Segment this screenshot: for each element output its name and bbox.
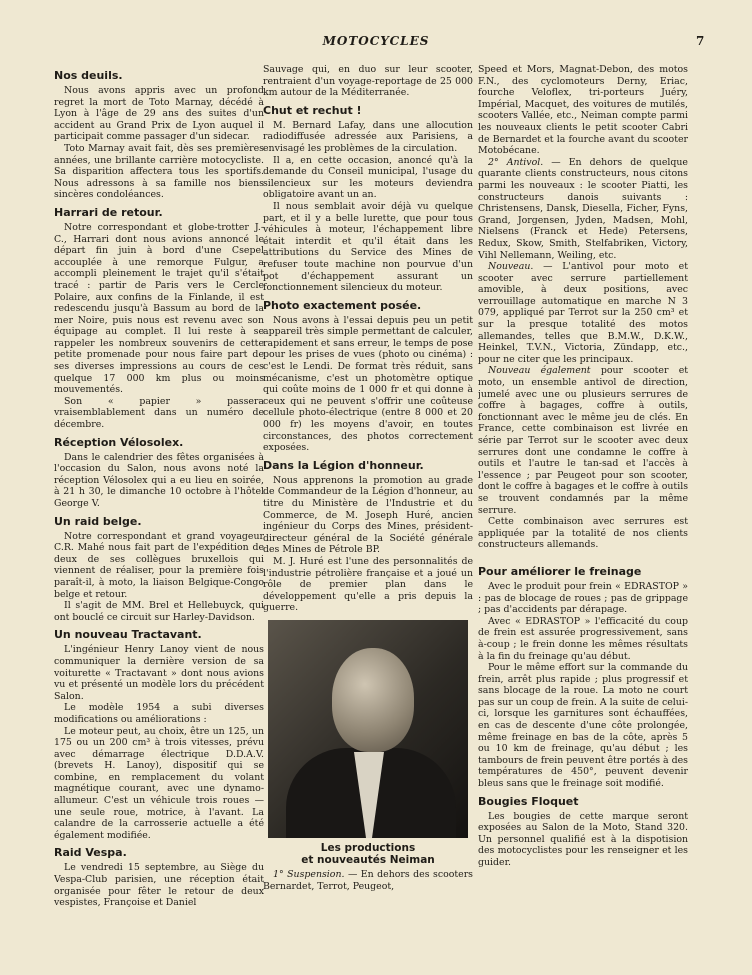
section-title-photo: Photo exactement posée.: [263, 298, 422, 312]
paragraph: Dans le calendrier des fêtes organisées à l'occasion du Salon, nous avons noté la réception Vélosolex qui a eu lieu en soirée, à 21 h 30, le dimanche 10 octobre à l'hôtel George V.: [54, 451, 264, 509]
portrait-head: [332, 648, 414, 752]
paragraph: Il a, en cette occasion, anoncé qu'à la demande du Conseil municipal, l'usage du silencieux sur les moteurs deviendra obligatoire avant un an.: [263, 154, 473, 201]
item-label: 1° Suspension.: [273, 868, 345, 880]
item-label: 2° Antivol.: [488, 156, 544, 168]
paragraph: Notre correspondant et globe-trotter J.-C., Harrari dont nous avions annoncé le départ fin juin à bord d'une Csepel accouplée à une remorque Fulgur, a accompli pleinement le trajet qu'il s'était tracé : partir de Paris vers le Cercle Polaire, aux confins de la Finlande, il est redescendu jusqu'à Bassum au bord de la mer Noire, puis nous est revenu avec son équipage au complet. Il lui reste à se rappeler les nombreux souvenirs de cette petite promenade pour nous faire part de ses diverses impressions au cours de ces quelque 17 000 km plus ou moins mouvementés.: [54, 221, 264, 396]
column-left: [54, 64, 264, 959]
paragraph: M. J. Huré est l'une des personnalités de l'industrie pétrolière française et a joué un rôle de premier plan dans le développement qu'elle a pris depuis la guerre.: [263, 555, 473, 614]
column-right: [478, 64, 688, 959]
paragraph: Sauvage qui, en duo sur leur scooter, rentraient d'un voyage-reportage de 25 000 km autour de la Méditerranée.: [263, 64, 473, 99]
portrait-photo: [268, 620, 468, 838]
column-middle: [263, 64, 473, 959]
paragraph: Nous avons à l'essai depuis peu un petit appareil très simple permettant de calculer, rapidement et sans erreur, le temps de pose pour les prises de vues (photo ou cinéma) : c'est le Lendi. De format très réduit, sans mécanisme, c'est un photomètre optique qui coûte moins de 1 000 fr et qui donne à ceux qui ne peuvent s'offrir une coûteuse cellule photo-électrique (entre 8 000 et 20 000 fr) les moyens d'avoir, en toutes circonstances, des photos correctement exposées.: [263, 314, 473, 454]
item-label: Nouveau.: [488, 261, 534, 273]
paragraph: Nous apprenons la promotion au grade de Commandeur de la Légion d'honneur, au titre du Ministère de l'Industrie et du Commerce, de M. Joseph Huré, ancien ingénieur du Corps des Mines, président-directeur général de la Société générale des Mines de Pétrole BP.: [263, 474, 473, 556]
paragraph: Il nous semblait avoir déjà vu quelque part, et il y a belle lurette, que pour tous véhicules à moteur, l'échappement libre était interdit et qu'il était dans les attributions du Service des Mines de refuser toute machine non pourvue d'un pot d'échappement assurant un fonctionnement silencieux du moteur.: [263, 200, 473, 294]
paragraph: Avec le produit pour frein « EDRASTOP » : pas de blocage de roues ; pas de grippage ; pas d'accidents par dérapage.: [478, 580, 688, 616]
item-text: — En dehors des scooters Bernardet, Terrot, Peugeot,: [263, 868, 473, 892]
paragraph: [478, 365, 688, 516]
section-title-velosolex: Réception Vélosolex.: [54, 435, 184, 449]
paragraph: Il s'agit de MM. Brel et Hellebuyck, qui ont bouclé ce circuit sur Harley-Davidson.: [54, 600, 264, 623]
paragraph: Pour le même effort sur la commande du frein, arrêt plus rapide ; plus progressif et sans blocage de la roue. La moto ne court pas sur un coup de frein. A la suite de celui-ci, lorsque les garnitures sont échauffées, en cas de descente d'une côte prolongée, même freinage en bas de la côte, après 5 ou 10 km de freinage, qu'au début ; les tambours de frein peuvent être portés à des températures de 450°, peuvent devenir bleus sans que le freinage soit modifié.: [478, 662, 688, 790]
paragraph: Notre correspondant et grand voyageur C.R. Mahé nous fait part de l'expédition de deux de ses collègues bruxellois qui viennent de réaliser, pour la première fois paraît-il, à moto, la liaison Belgique-Congo belge et retour.: [54, 530, 264, 600]
section-title-bougies: Bougies Floquet: [478, 794, 579, 808]
paragraph: Avec « EDRASTOP » l'efficacité du coup de frein est assurée progressivement, sans à-coup ; le frein donne les mêmes résultats à la fin du freinage qu'au début.: [478, 615, 688, 662]
paragraph: Cette combinaison avec serrures est appliquée par la totalité de nos clients constructeurs allemands.: [478, 516, 688, 551]
section-title-freinage: Pour améliorer le freinage: [478, 564, 642, 578]
section-title-legion: Dans la Légion d'honneur.: [263, 458, 424, 472]
item-text: pour scooter et moto, un ensemble antivol de direction, jumelé avec une ou plusieurs serrures de coffre à bagages, coffre à outils, fonctionnant avec le même jeu de clés. En France, cette combinaison est livrée en série par Terrot sur le scooter avec deux serrures dont une condamne le coffre à outils et l'autre le tan-sad et l'accès à l'essence ; par Peugeot pour son scooter, dont le coffre à bagages et le coffre à outils se trouvent condamnés par la même serrure.: [478, 365, 688, 516]
section-title-nos-deuils: Nos deuils.: [54, 69, 123, 82]
caption-line: et nouveautés Neiman: [301, 853, 435, 866]
page-number: 7: [696, 34, 705, 48]
paragraph: [478, 157, 688, 261]
paragraph: Le modèle 1954 a subi diverses modifications ou améliorations :: [54, 702, 264, 725]
paragraph: Toto Marnay avait fait, dès ses premières années, une brillante carrière motocycliste. Sa disparition affectera tous les sportifs. Nous adressons à sa famille nos biens sincères condoléances.: [54, 142, 264, 201]
paragraph: [478, 261, 688, 365]
paragraph: Le vendredi 15 septembre, au Siège du Vespa-Club parisien, une réception était organisée pour fêter le retour de deux vespistes, Françoise et Daniel: [54, 862, 264, 909]
paragraph: Nous avons appris avec un profond regret la mort de Toto Marnay, décédé à Lyon à l'âge de 29 ans des suites d'un accident au Grand Prix de Lyon auquel il participait comme passager d'un sidecar.: [54, 85, 264, 143]
item-text: — En dehors de quelque quarante clients constructeurs, nous citons parmi les nouveaux : le scooter Piatti, les constructeurs danois suivants : Christensens, Dansk, Diesella, Ficher, Fyns, Grand, Jorgensen, Jyden, Madsen, Mohl, Nielsens (Franck et Hede) Petersens, Redux, Skow, Smith, Stelfabriken, Victory, Vihl Nellemann, Weiling, etc.: [478, 156, 688, 261]
photo-caption: [263, 842, 473, 866]
paragraph: Les bougies de cette marque seront exposées au Salon de la Moto, Stand 320. Un personnel qualifié est à la dispotision des motocyclistes pour les renseigner et les guider.: [478, 810, 688, 868]
section-title-chut: Chut et rechut !: [263, 103, 362, 117]
item-label: Nouveau également: [488, 365, 591, 377]
section-title-raid-vespa: Raid Vespa.: [54, 846, 127, 860]
caption-line: Les productions: [320, 841, 416, 854]
paragraph: M. Bernard Lafay, dans une allocution radiodiffusée adressée aux Parisiens, a envisagé les problèmes de la circulation.: [263, 119, 473, 154]
paragraph: Son « papier » passera vraisemblablement dans un numéro de décembre.: [54, 395, 264, 431]
item-text: — L'antivol pour moto et scooter avec serrure partiellement amovible, à deux positions, avec verrouillage automatique en marche N 3 079, appliqué par Terrot sur la 250 cm³ et sur la presque totalité des motos allemandes, telles que B.M.W., D.K.W., Heinkel, T.V.N., Victoria, Zündapp, etc., pour ne citer que les principaux.: [478, 261, 688, 365]
paragraph: Le moteur peut, au choix, être un 125, un 175 ou un 200 cm³ à trois vitesses, prévu avec démarrage électrique D.D.A.V. (brevets H. Lanoy), dispositif qui se combine, en remplacement du volant magnétique courant, avec une dynamo-allumeur. C'est un véhicule trois roues — une seule roue, motrice, à l'avant. La calandre de la carrosserie actuelle a été également modifiée.: [54, 725, 264, 841]
running-header-title: MOTOCYCLES: [322, 34, 430, 48]
section-title-raid-belge: Un raid belge.: [54, 514, 142, 528]
paragraph: [263, 869, 473, 892]
section-title-harrari: Harrari de retour.: [54, 205, 163, 219]
paragraph: L'ingénieur Henry Lanoy vient de nous communiquer la dernière version de sa voiturette « Tractavant » dont nous avions vu et présenté un modèle lors du précédent Salon.: [54, 644, 264, 702]
paragraph: Speed et Mors, Magnat-Debon, des motos F.N., des cyclomoteurs Derny, Eriac, fourche Veloflex, tri-porteurs Juéry, Impérial, Macquet, des voitures de mutilés, scooters Vallée, etc., Neiman compte parmi les nouveaux clients le petit scooter Cabri de Bernardet et la fourche avant du scooter Motobécane.: [478, 64, 688, 157]
section-title-tractavant: Un nouveau Tractavant.: [54, 628, 202, 642]
